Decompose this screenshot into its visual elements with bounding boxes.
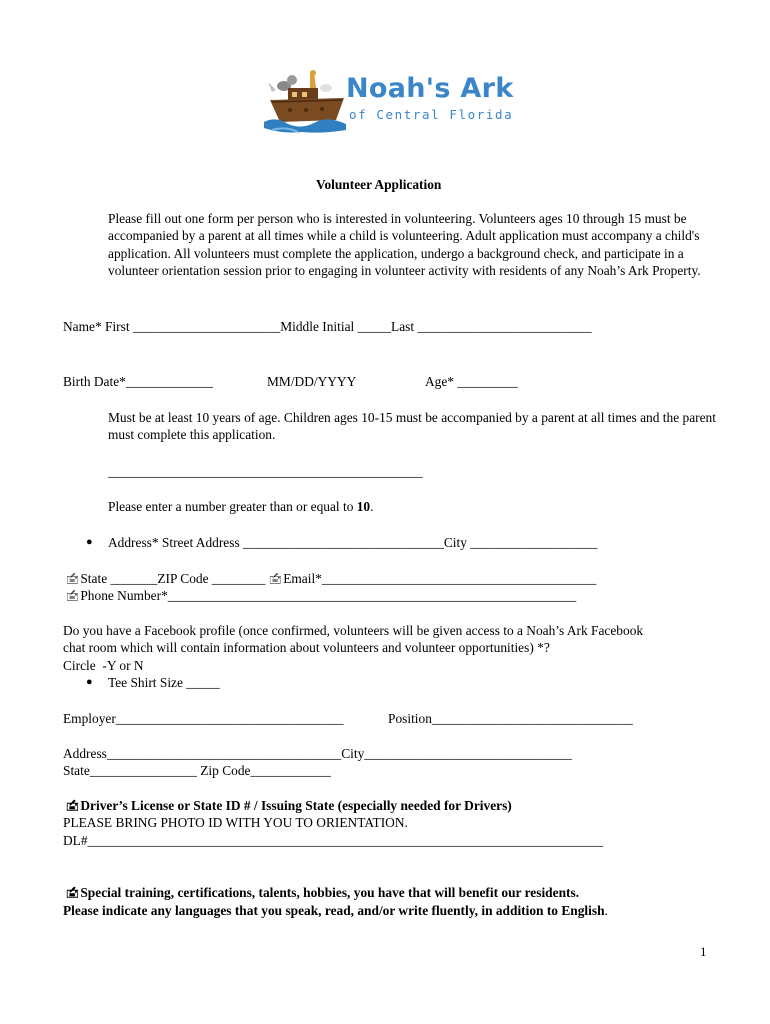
license-heading — [66, 797, 512, 815]
form-title: Volunteer Application — [316, 177, 442, 192]
languages-period: . — [604, 903, 608, 918]
logo-title: Noah's Ark — [346, 73, 514, 104]
pen-icon: 🖆 — [66, 800, 79, 813]
date-format-hint: MM/DD/YYYY — [267, 374, 357, 389]
dl-number-field[interactable]: DL#_____________________________________________________________________________ — [63, 833, 604, 848]
languages-text: Please indicate any languages that you speak, read, and/or write fluently, in addition to English — [63, 903, 605, 918]
pen-icon: 🖆 — [66, 887, 79, 900]
tee-shirt-field[interactable]: Tee Shirt Size _____ — [108, 675, 220, 690]
bullet-icon: ● — [86, 676, 93, 688]
ark-boat-icon — [262, 68, 352, 138]
employer-field[interactable]: Employer__________________________________ — [63, 711, 344, 726]
phone-row — [66, 587, 576, 605]
languages-prompt — [63, 902, 608, 919]
email-field[interactable]: Email*_________________________________________ — [283, 571, 597, 586]
number-note-text: Please enter a number greater than or equal to — [108, 499, 357, 514]
pen-icon: 🖆 — [66, 590, 79, 603]
number-note — [108, 498, 373, 515]
bullet-icon: ● — [86, 536, 93, 548]
circle-y-or-n[interactable]: Circle -Y or N — [63, 658, 144, 673]
birth-date-field[interactable]: Birth Date*_____________ — [63, 374, 213, 389]
state-zip-row — [66, 570, 596, 588]
number-note-period: . — [370, 499, 374, 514]
special-training-heading — [66, 884, 579, 902]
age-note: Must be at least 10 years of age. Children ages 10-15 must be accompanied by a parent at all times and the parent must complete this application. — [108, 410, 716, 443]
employer-address-field[interactable]: Address___________________________________City_______________________________ — [63, 746, 572, 761]
special-training-text: Special training, certifications, talents, hobbies, you have that will benefit our residents. — [80, 885, 580, 900]
state-zip-field[interactable]: State _______ZIP Code ________ — [80, 571, 266, 586]
age-field[interactable]: Age* _________ — [425, 374, 518, 389]
page-number: 1 — [700, 944, 707, 959]
intro-paragraph: Please fill out one form per person who is interested in volunteering. Volunteers ages 10 through 15 must be accompanied by a parent at all times while a child is volunteering. Adult application must accompany a child's application. All volunteers must complete the application, undergo a background check, and participate in a volunteer orientation session prior to engaging in volunteer activity with residents of any Noah’s Ark Property. — [108, 211, 701, 279]
pen-icon: 🖆 — [66, 573, 79, 586]
employer-state-zip-field[interactable]: State________________ Zip Code____________ — [63, 763, 331, 778]
position-field[interactable]: Position______________________________ — [388, 711, 633, 726]
logo-subtitle: of Central Florida — [349, 107, 514, 122]
facebook-question: Do you have a Facebook profile (once confirmed, volunteers will be given access to a Noah’s Ark Facebook chat room which will contain information about volunteers and volunteer opportunities) *? — [63, 623, 644, 656]
pen-icon: 🖆 — [268, 573, 282, 586]
number-note-value: 10 — [356, 499, 371, 514]
name-field-line[interactable]: Name* First ______________________Middle Initial _____Last __________________________ — [63, 319, 592, 334]
noahs-ark-logo — [262, 68, 514, 138]
license-heading-text: Driver’s License or State ID # / Issuing State (especially needed for Drivers) — [80, 798, 512, 813]
photo-id-note: PLEASE BRING PHOTO ID WITH YOU TO ORIENTATION. — [63, 815, 408, 830]
phone-field[interactable]: Phone Number*_____________________________________________________________ — [80, 588, 577, 603]
blank-answer-line[interactable]: _______________________________________________ — [108, 464, 423, 479]
address-field-line[interactable]: Address* Street Address ______________________________City ___________________ — [108, 535, 598, 550]
